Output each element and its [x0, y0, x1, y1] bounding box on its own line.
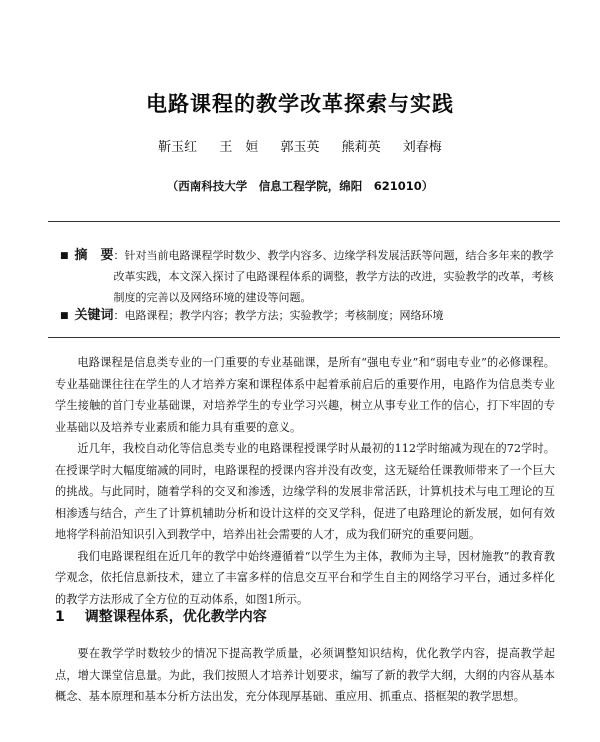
author-name: 王 姮	[219, 140, 259, 155]
square-bullet-icon: ■	[60, 311, 69, 321]
top-divider	[48, 221, 560, 222]
square-bullet-icon: ■	[60, 251, 69, 261]
abstract-label: ■ 摘 要	[60, 248, 114, 263]
abstract-text: ：针对当前电路课程学时数少、教学内容多、边缘学科发展活跃等问题，结合多年来的教学改革实践，本文深入探讨了电路课程体系的调整，教学方法的改进，实验教学的改革，考核制度的完善以及网络环境的建设等问题。	[113, 249, 554, 304]
author-name: 刘春梅	[402, 140, 442, 155]
paper-title: 电路课程的教学改革探索与实践	[146, 92, 454, 116]
author-list	[0, 136, 600, 155]
section-title-text: 调整课程体系，优化教学内容	[84, 609, 267, 625]
keywords-label: ■ 关键词	[60, 308, 114, 323]
affiliation: （西南科技大学 信息工程学院，绵阳 621010）	[166, 179, 434, 193]
body-paragraph: 近几年，我校自动化等信息类专业的电路课程授课学时从最初的112学时缩减为现在的72学时。在授课学时大幅度缩减的同时，电路课程的授课内容并没有改变，这无疑给任课教师带来了一个巨大的挑战。与此同时，随着学科的交叉和渗透，边缘学科的发展非常活跃，计算机技术与电工理论的互相渗透与结合，产生了计算机辅助分析和设计这样的交叉学科，促进了电路理论的新发展，如何有效地将学科前沿知识引入到教学中，培养出社会需要的人才，成为我们研究的重要问题。	[55, 442, 555, 541]
section-heading	[55, 606, 267, 626]
author-name: 熊莉英	[341, 140, 381, 155]
section-body	[55, 643, 555, 708]
body-paragraph: 我们电路课程组在近几年的教学中始终遵循着“以学生为主体，教师为主导，因材施教”的教育教学观念，依托信息新技术，建立了丰富多样的信息交互平台和学生自主的网络学习平台，通过多样化的教学方法形成了全方位的互动体系，如图1所示。	[55, 549, 555, 606]
body-paragraph: 要在教学学时数较少的情况下提高教学质量，必须调整知识结构，优化教学内容，提高教学起点，增大课堂信息量。为此，我们按照人才培养计划要求，编写了新的教学大纲，大纲的内容从基本概念、基本原理和基本分析方法出发，充分体现厚基础、重应用、抓重点、搭框架的教学思想。	[55, 647, 555, 703]
author-name: 靳玉红	[158, 140, 198, 155]
abstract-block	[60, 245, 560, 308]
body-paragraph: 电路课程是信息类专业的一门重要的专业基础课，是所有“强电专业”和“弱电专业”的必修课程。专业基础课往往在学生的人才培养方案和课程体系中起着承前启后的重要作用，电路作为信息类专业学生接触的首门专业基础课，对培养学生的专业学习兴趣，树立从事专业工作的信心，打下牢固的专业基础以及培养专业素质和能力具有重要的意义。	[55, 356, 555, 434]
author-name: 郭玉英	[280, 140, 320, 155]
section-number: 1	[55, 609, 65, 625]
keywords-block	[60, 305, 560, 327]
body-section	[55, 352, 555, 610]
keywords-text: ：电路课程；教学内容；教学方法；实验教学；考核制度；网络环境	[113, 309, 444, 322]
bottom-divider	[48, 337, 560, 338]
